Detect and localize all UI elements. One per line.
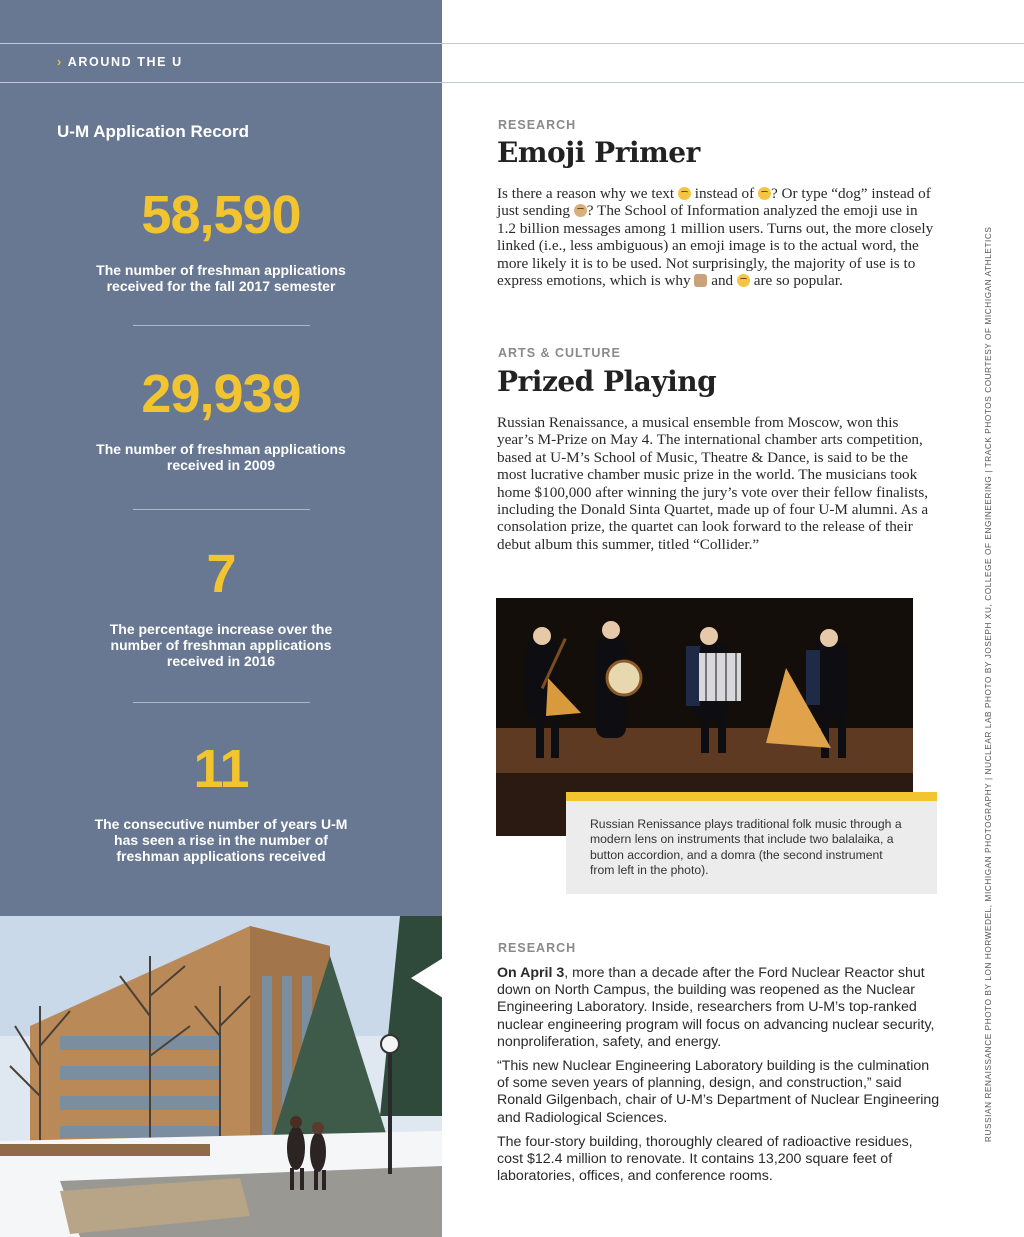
sidebar-title: U-M Application Record — [57, 122, 250, 141]
article-paragraph: On April 3, more than a decade after the Ford Nuclear Reactor shut down on North Campus, the building was reopened as the Nuclear Engineering Laboratory. Inside, researchers from U-M’s top-ranked nuclear engineering program will focus on advancing nuclear security, nonproliferation, safety, and energy. — [497, 965, 935, 1050]
photo-caption-box — [566, 792, 937, 894]
article-body — [497, 965, 942, 1192]
stat-block — [0, 739, 442, 864]
stat-number: 7 — [206, 544, 236, 604]
photo-credit: RUSSIAN RENAISSANCE PHOTO BY LON HORWEDEL, MICHIGAN PHOTOGRAPHY | NUCLEAR LAB PHOTO BY JOSEPH XU, COLLEGE OF ENGINEERING | TRACK PHOTOS COURTESY OF MICHIGAN ATHLETICS — [984, 226, 993, 1142]
stat-number: 58,590 — [141, 185, 301, 245]
laughing-face-icon — [678, 187, 691, 200]
article-kicker: RESEARCH — [498, 118, 577, 132]
article-paragraph: “This new Nuclear Engineering Laboratory building is the culmination of some seven years of planning, design, and construction,” said Ronald Gilgenbach, chair of U-M’s Department of Nuclear Engineering and Radiological Sciences. — [497, 1058, 940, 1126]
stat-block — [0, 364, 442, 473]
article-kicker: ARTS & CULTURE — [498, 346, 621, 360]
article-body: Russian Renaissance, a musical ensemble from Moscow, won this year’s M-Prize on May 4. The international chamber arts competition, based at U-M’s School of Music, Theatre & Dance, is said to be the most lucrative chamber music prize in the world. The musicians took home $100,000 after winning the jury’s vote over their fellow finalists, including the Donald Sinta Quartet, made up of four U-M alumni. As a consolation prize, the quartet can look forward to the release of their debut album this summer, titled “Collider.” — [497, 414, 929, 553]
article-headline: Emoji Primer — [497, 136, 700, 169]
stat-number: 11 — [193, 739, 249, 799]
stat-description: The percentage increase over the number of freshman applications received in 2016 — [109, 621, 333, 669]
stat-block — [0, 544, 442, 669]
photo-caption: Russian Renissance plays traditional folk music through a modern lens on instruments that include two balalaika, a button accordion, and a domra (the second instrument from left in the photo). — [590, 817, 902, 877]
photo-pointer-notch — [411, 958, 443, 998]
stat-description: The number of freshman applications received for the fall 2017 semester — [96, 262, 346, 294]
dog-face-icon — [574, 204, 587, 217]
header-rule-top — [0, 43, 1024, 44]
chevron-right-icon: › — [57, 55, 63, 69]
article-body: Is there a reason why we text instead of ? Or type “dog” instead of just sending ? The School of Information analyzed the emoji use in 1.2 billion messages among 1 million users. Turns out, the more closely linked (i.e., less ambiguous) an emoji image is to the actual word, the more likely it is to be used. Not surprisingly, the majority of use is to express emotions, which is why and are so popular. — [497, 185, 934, 290]
stat-divider — [133, 702, 310, 703]
article-kicker: RESEARCH — [498, 941, 577, 955]
winking-kiss-face-icon — [737, 274, 750, 287]
caption-accent-bar — [566, 792, 937, 801]
stat-description: The consecutive number of years U-M has seen a rise in the number of freshman applications received — [94, 816, 348, 864]
nuclear-lab-photo — [0, 916, 442, 1237]
article-paragraph: The four-story building, thoroughly cleared of radioactive residues, cost $12.4 million to renovate. It contains 13,200 square feet of laboratories, offices, and conference rooms. — [497, 1133, 913, 1185]
stat-block — [0, 185, 442, 294]
header-rule-bottom — [0, 82, 1024, 83]
stat-number: 29,939 — [141, 364, 301, 424]
section-label: › AROUND THE U — [57, 55, 183, 69]
article-headline: Prized Playing — [497, 365, 717, 398]
rolling-eyes-face-icon — [758, 187, 771, 200]
stat-divider — [133, 325, 310, 326]
stat-description: The number of freshman applications received in 2009 — [96, 441, 346, 473]
stats-sidebar — [0, 0, 442, 916]
thumbs-up-icon — [694, 274, 707, 287]
stat-divider — [133, 509, 310, 510]
